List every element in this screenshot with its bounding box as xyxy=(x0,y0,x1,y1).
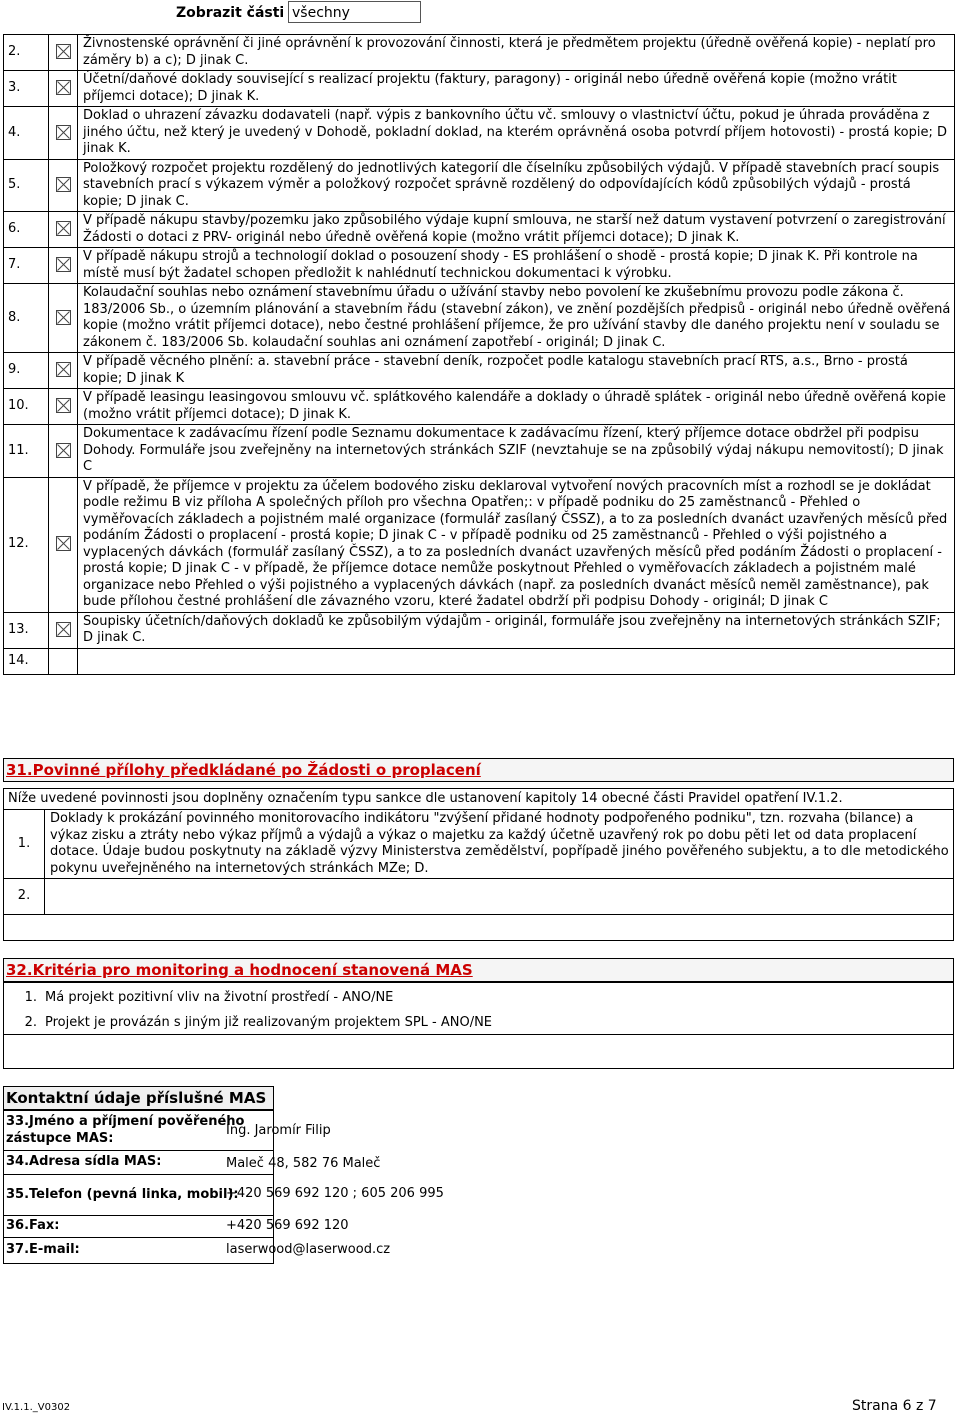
section-31-intro: Níže uvedené povinnosti jsou doplněny označením typu sankce dle ustanovení kapitoly 14 obecné části Pravidel opatření IV.1.2. xyxy=(3,788,954,810)
checked-checkbox-icon[interactable] xyxy=(56,622,71,637)
filter-label: Zobrazit části xyxy=(176,5,285,21)
section-31-table xyxy=(3,809,954,915)
section-32-title: 32.Kritéria pro monitoring a hodnocení stanovená MAS xyxy=(6,961,473,979)
item-text: Má projekt pozitivní vliv na životní prostředí - ANO/NE xyxy=(45,990,394,1005)
checked-checkbox-icon[interactable] xyxy=(56,221,71,236)
document-code: IV.1.1._V0302 xyxy=(2,1402,71,1413)
item-number: 1. xyxy=(24,990,37,1005)
contact-name-value: Ing. Jaromír Filip xyxy=(226,1123,331,1138)
checkbox-cell xyxy=(49,35,78,71)
row-number: 14. xyxy=(4,648,49,674)
row-number: 9. xyxy=(4,353,49,389)
spacer-box xyxy=(3,1034,954,1069)
contact-label: 36.Fax: xyxy=(4,1216,274,1238)
row-text: Soupisky účetních/daňových dokladů ke způsobilým výdajům - originál, formuláře jsou zveřejněny na internetových stránkách SZIF; D jinak C. xyxy=(78,612,955,648)
checkbox-cell xyxy=(49,248,78,284)
filter-select[interactable]: všechny xyxy=(288,1,421,23)
row-number: 12. xyxy=(4,477,49,612)
row-number: 6. xyxy=(4,212,49,248)
checked-checkbox-icon[interactable] xyxy=(56,362,71,377)
row-number: 5. xyxy=(4,159,49,212)
checkbox-cell xyxy=(49,107,78,160)
row-text: Doklad o uhrazení závazku dodavateli (např. výpis z bankovního účtu vč. smlouvy o vlastnictví účtu, pokud je úhrada prováděna z jiného účtu, než který je uvedený v Dohodě, pokladní doklad, na kterém oprávněná osoba potvrdí příjem hotovosti) - prostá kopie; D jinak K. xyxy=(78,107,955,160)
row-text: Účetní/daňové doklady související s realizací projektu (faktury, paragony) - originál nebo úředně ověřená kopie (možno vrátit příjemci dotace); D jinak K. xyxy=(78,71,955,107)
checked-checkbox-icon[interactable] xyxy=(56,310,71,325)
table-row xyxy=(4,284,955,353)
checkbox-cell xyxy=(49,284,78,353)
table-row xyxy=(4,612,955,648)
row-text: Doklady k prokázání povinného monitorovacího indikátoru "zvýšení přidané hodnoty podpořeného podniku", tzn. rozvaha (bilance) a výkaz zisku a ztráty nebo výkaz příjmů a výdajů a výkaz o majetku za každý účetně uzavřený rok po dobu pěti let od data proplacení dotace. Údaje budou poskytnuty na základě výzvy Ministerstva zemědělství, popřípadě jiného pověřeného subjektu, a to dle metodického pokynu uveřejněného na internetových stránkách MZe; D. xyxy=(45,810,954,879)
row-number: 10. xyxy=(4,389,49,425)
spacer-box xyxy=(3,914,954,941)
contact-phone-value: +420 569 692 120 ; 605 206 995 xyxy=(226,1186,444,1201)
contact-title: Kontaktní údaje příslušné MAS xyxy=(3,1086,274,1110)
checked-checkbox-icon[interactable] xyxy=(56,398,71,413)
contact-label: 33.Jméno a příjmení pověřeného zástupce MAS: xyxy=(4,1111,274,1151)
table-row xyxy=(4,353,955,389)
row-number: 2. xyxy=(4,35,49,71)
row-text: V případě nákupu stavby/pozemku jako způsobilého výdaje kupní smlouva, ne starší než datum vystavení potvrzení o zaregistrování Žádosti o dotaci z PRV- originál nebo úředně ověřená kopie (možno vrátit příjemci dotace); D jinak K. xyxy=(78,212,955,248)
row-text: V případě, že příjemce v projektu za účelem bodového zisku deklaroval vytvoření nových pracovních míst a rozhodl se je dokládat podle režimu B viz příloha A společných příloh pro všechna Opatřen;: v případě podniku do 25 zaměstnanců - Přehled o vyměřovacích základech a pojistném malé organizace (formulář zasílaný ČSSZ), a to za posledních dvanáct uzavřených měsíců před podáním Žádosti o proplacení - prostá kopie; D jinak C - v případě podniku od 25 zaměstnanců - Přehled o výši pojistného a vyplacených dávkách (formulář zasílaný ČSSZ), a to za posledních dvanáct uzavřených měsíců před podáním Žádosti o proplacení - prostá kopie; D jinak C - v případě, že příjemce dotace nemůže poskytnout Přehled o vyměřovacích základech a pojistném malé organizace nebo Přehled o výši pojistného a vyplacených dávkách (např. za posledních dvanáct měsíců neměl zaměstnance), pak bude přílohou čestné prohlášení dle závazného vzoru, které žadatel obdrží při podpisu Dohody - originál; D jinak C xyxy=(78,477,955,612)
contact-label: 35.Telefon (pevná linka, mobil): xyxy=(4,1175,274,1216)
checked-checkbox-icon[interactable] xyxy=(56,443,71,458)
table-row xyxy=(4,248,955,284)
checked-checkbox-icon[interactable] xyxy=(56,44,71,59)
section-31-header xyxy=(3,758,954,782)
item-text: Projekt je provázán s jiným již realizovaným projektem SPL - ANO/NE xyxy=(45,1014,493,1030)
checkbox-cell xyxy=(49,159,78,212)
section-32-header xyxy=(3,958,954,982)
checkbox-cell xyxy=(49,353,78,389)
checkbox-cell xyxy=(49,71,78,107)
row-text: Položkový rozpočet projektu rozdělený do jednotlivých kategorií dle číselníku způsobilých výdajů. V případě stavebních prací soupis stavebních prací s výkazem výměr a položkový rozpočet správně rozdělený do odpovídajících kódů způsobilých výdajů - prostá kopie; D jinak C. xyxy=(78,159,955,212)
row-number: 2. xyxy=(4,879,45,915)
contact-address-value: Maleč 48, 582 76 Maleč xyxy=(226,1156,381,1171)
table-row xyxy=(4,648,955,674)
table-row xyxy=(4,879,954,915)
section-32-list xyxy=(3,986,954,1035)
table-row xyxy=(4,159,955,212)
checkbox-cell xyxy=(49,477,78,612)
checkbox-cell xyxy=(49,389,78,425)
row-number: 8. xyxy=(4,284,49,353)
checked-checkbox-icon[interactable] xyxy=(56,536,71,551)
contact-label: 37.E-mail: xyxy=(4,1238,274,1264)
checked-checkbox-icon[interactable] xyxy=(56,80,71,95)
contact-email-value: laserwood@laserwood.cz xyxy=(226,1242,391,1257)
row-text xyxy=(78,648,955,674)
checkbox-cell xyxy=(49,425,78,478)
row-text: Živnostenské oprávnění či jiné oprávnění k provozování činnosti, která je předmětem projektu (úředně ověřená kopie) - neplatí pro záměry b) a c); D jinak C. xyxy=(78,35,955,71)
item-number: 2. xyxy=(24,1014,37,1030)
table-row xyxy=(4,810,954,879)
row-text: Dokumentace k zadávacímu řízení podle Seznamu dokumentace k zadávacímu řízení, který příjemce dotace obdržel při podpisu Dohody. Formuláře jsou zveřejněny na internetových stránkách SZIF (nevztahuje se na způsobilý výdaj nákupu nemovitostí); D jinak C xyxy=(78,425,955,478)
row-text xyxy=(45,879,954,915)
list-item xyxy=(3,1011,954,1036)
row-text: V případě nákupu strojů a technologií doklad o posouzení shody - ES prohlášení o shodě - prostá kopie; D jinak K. Při kontrole na místě musí být žadatel schopen předložit k nahlédnutí technickou dokumentaci k výrobku. xyxy=(78,248,955,284)
checked-checkbox-icon[interactable] xyxy=(56,257,71,272)
row-text: V případě věcného plnění: a. stavební práce - stavební deník, rozpočet podle katalogu stavebních prací RTS, a.s., Brno - prostá kopie; D jinak K xyxy=(78,353,955,389)
attachments-checklist xyxy=(3,34,955,675)
table-row xyxy=(4,212,955,248)
row-number: 3. xyxy=(4,71,49,107)
table-row xyxy=(4,71,955,107)
table-row xyxy=(4,477,955,612)
table-row xyxy=(4,389,955,425)
table-row xyxy=(4,107,955,160)
checked-checkbox-icon[interactable] xyxy=(56,125,71,140)
checked-checkbox-icon[interactable] xyxy=(56,177,71,192)
contact-label: 34.Adresa sídla MAS: xyxy=(4,1151,274,1175)
checkbox-cell xyxy=(49,212,78,248)
row-text: V případě leasingu leasingovou smlouvu vč. splátkového kalendáře a doklady o úhradě splátek - originál nebo úředně ověřená kopie (možno vrátit příjemci dotace); D jinak K. xyxy=(78,389,955,425)
row-text: Kolaudační souhlas nebo oznámení stavebnímu úřadu o užívání stavby nebo povolení ke zkušebnímu provozu podle zákona č. 183/2006 Sb., o územním plánování a stavebním řádu (stavební zákon), ve znění pozdějších předpisů - originál nebo úředně ověřená kopie (možno vrátit příjemci dotace), nebo čestné prohlášení příjemce, že pro užívání stavby dle daného projektu není v souladu se zákonem č. 183/2006 Sb. kolaudační souhlas ani oznámení zapotřebí - originál; D jinak C. xyxy=(78,284,955,353)
row-number: 13. xyxy=(4,612,49,648)
section-31-title: 31.Povinné přílohy předkládané po Žádosti o proplacení xyxy=(6,761,481,779)
row-number: 1. xyxy=(4,810,45,879)
table-row xyxy=(4,425,955,478)
checkbox-cell xyxy=(49,648,78,674)
list-item xyxy=(3,986,954,1011)
row-number: 7. xyxy=(4,248,49,284)
table-row xyxy=(4,35,955,71)
contact-fax-value: +420 569 692 120 xyxy=(226,1218,349,1233)
row-number: 11. xyxy=(4,425,49,478)
page-number: Strana 6 z 7 xyxy=(852,1398,937,1414)
checkbox-cell xyxy=(49,612,78,648)
row-number: 4. xyxy=(4,107,49,160)
